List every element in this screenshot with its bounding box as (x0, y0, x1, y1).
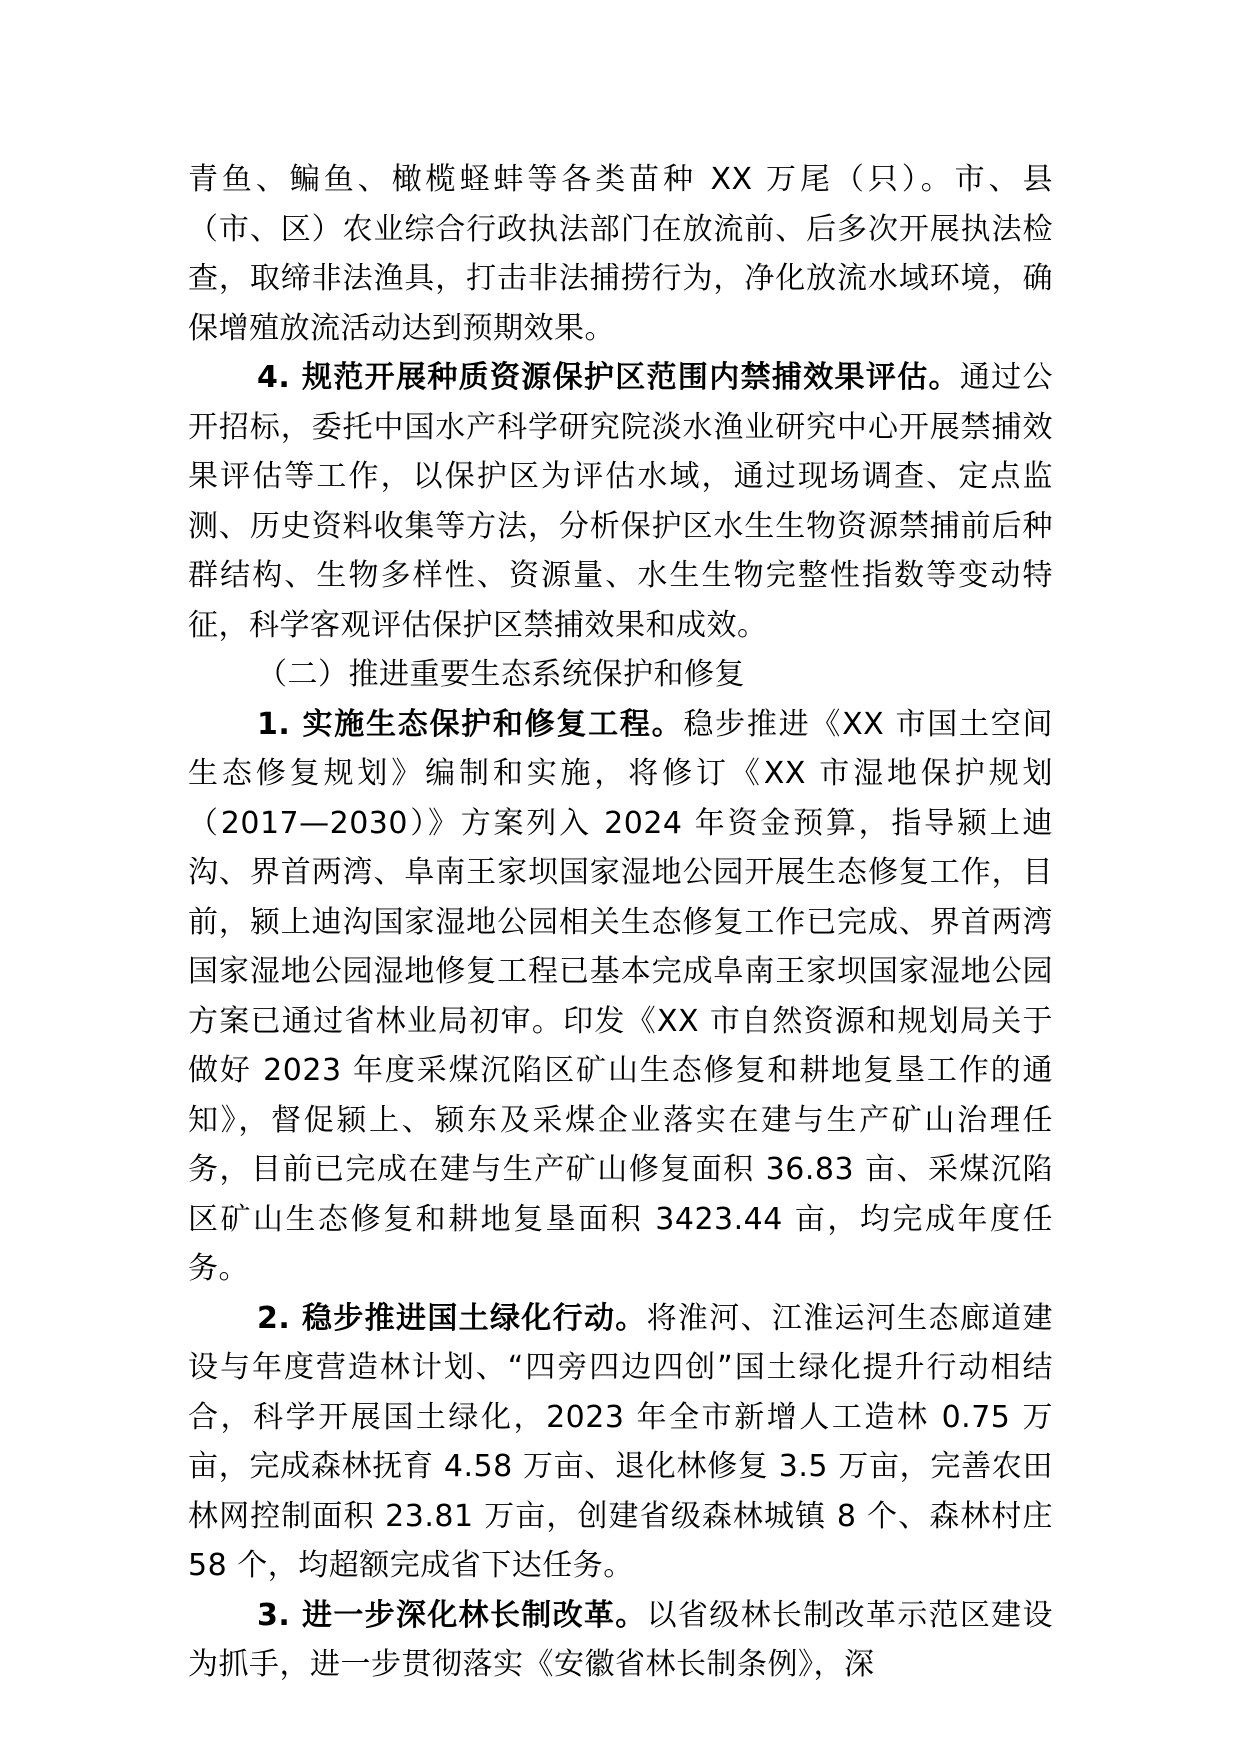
paragraph-continuation (188, 155, 1053, 353)
paragraph-item-3-forest-chief (188, 1591, 1053, 1690)
paragraph-heading: 4. 规范开展种质资源保护区范围内禁捕效果评估。 (257, 360, 960, 395)
paragraph-heading: 2. 稳步推进国土绿化行动。 (257, 1300, 647, 1336)
paragraph-text: 稳步推进《XX 市国土空间生态修复规划》编制和实施，将修订《XX 市湿地保护规划（2017—2030）》方案列入 2024 年资金预算，指导颍上迪沟、界首两湾、阜南王家坝国家湿地公园开展生态修复工作，目前，颍上迪沟国家湿地公园相关生态修复工作已完成、界首两湾国家湿地公园湿地修复工程已基本完成阜南王家坝国家湿地公园方案已通过省林业局初审。印发《XX 市自然资源和规划局关于做好 2023 年度采煤沉陷区矿山生态修复和耕地复垦工作的通知》，督促颍上、颍东及采煤企业落实在建与生产矿山治理任务，目前已完成在建与生产矿山修复面积 36.83 亩、采煤沉陷区矿山生态修复和耕地复垦面积 3423.44 亩，均完成年度任务。 (188, 706, 1053, 1286)
paragraph-item-4-assessment (188, 353, 1053, 650)
paragraph-item-2-greening (188, 1294, 1053, 1591)
section-heading-text: （二）推进重要生态系统保护和修复 (257, 657, 745, 692)
paragraph-heading: 3. 进一步深化林长制改革。 (257, 1597, 647, 1633)
paragraph-heading: 1. 实施生态保护和修复工程。 (257, 706, 684, 742)
paragraph-item-1-restoration (188, 700, 1053, 1294)
paragraph-text: 青鱼、鳊鱼、橄榄蛏蚌等各类苗种 XX 万尾（只）。市、县（市、区）农业综合行政执法部门在放流前、后多次开展执法检查，取缔非法渔具，打击非法捕捞行为，净化放流水域环境，确保增殖放流活动达到预期效果。 (188, 162, 1053, 346)
paragraph-text: 将淮河、江淮运河生态廊道建设与年度营造林计划、“四旁四边四创”国土绿化提升行动相结合，科学开展国土绿化，2023 年全市新增人工造林 0.75 万亩，完成森林抚育 4.58 万亩、退化林修复 3.5 万亩，完善农田林网控制面积 23.81 万亩，创建省级森林城镇 8 个、森林村庄 58 个，均超额完成省下达任务。 (188, 1300, 1053, 1583)
paragraph-text: 以省级林长制改革示范区建设为抓手，进一步贯彻落实《安徽省林长制条例》，深 (188, 1597, 1053, 1682)
document-body (188, 155, 1053, 1690)
paragraph-text: 通过公开招标，委托中国水产科学研究院淡水渔业研究中心开展禁捕效果评估等工作，以保护区为评估水域，通过现场调查、定点监测、历史资料收集等方法，分析保护区水生生物资源禁捕前后种群结构、生物多样性、资源量、水生生物完整性指数等变动特征，科学客观评估保护区禁捕效果和成效。 (188, 360, 1054, 643)
section-heading (188, 650, 1053, 700)
